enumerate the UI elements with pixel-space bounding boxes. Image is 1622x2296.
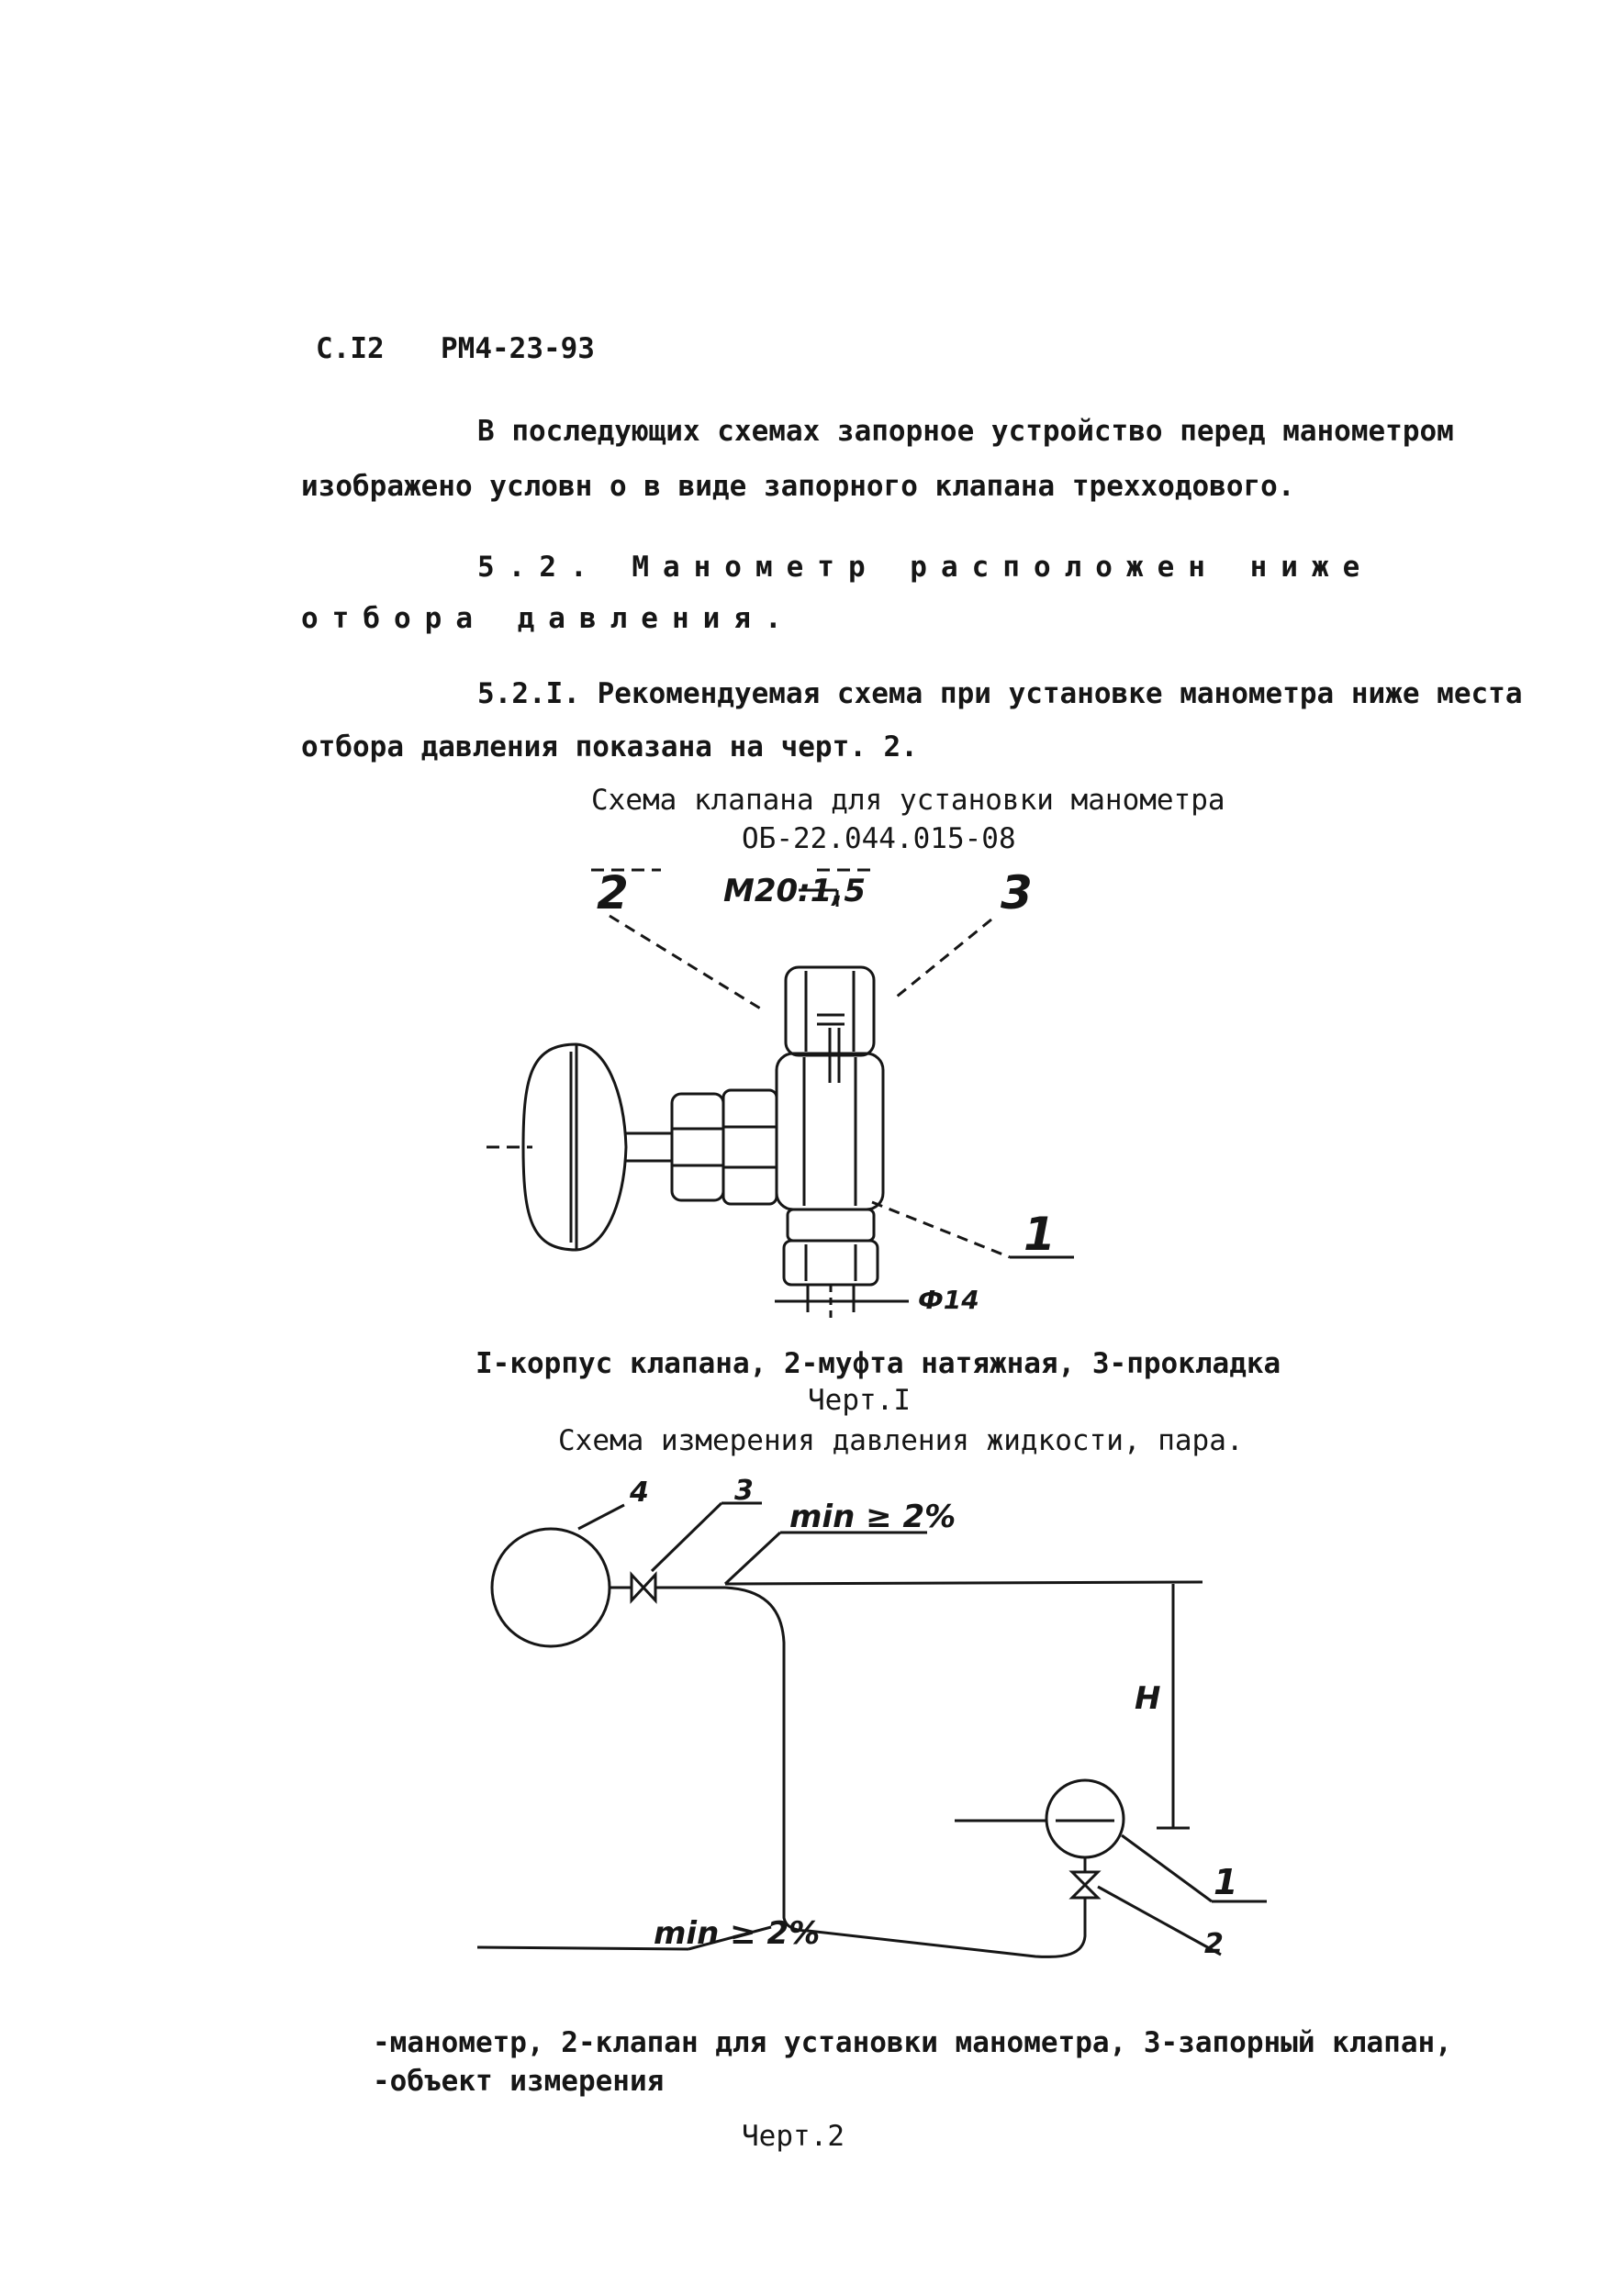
paragraph-2-line-1: 5.2.I. Рекомендуемая схема при установке манометра ниже места: [477, 677, 1523, 710]
page-label: С.I2: [316, 332, 385, 365]
callout-1-label: 1: [1214, 1862, 1238, 1902]
callout-3-label: 3: [1001, 866, 1033, 920]
section-heading-line-1: 5.2. Манометр расположен ниже: [477, 551, 1374, 584]
figure-1-reference: Черт.I: [808, 1384, 911, 1417]
callout-3-leader: [892, 920, 991, 1000]
thread-label: М20:1,5: [723, 873, 866, 909]
callout-4-label: 4: [630, 1477, 649, 1509]
figure-1-designation: ОБ-22.044.015-08: [742, 822, 1016, 855]
callout-2-label: 2: [1204, 1928, 1224, 1960]
diameter-label: Ф14: [918, 1285, 979, 1315]
callout-3-label: 3: [734, 1475, 754, 1507]
callout-2-leader: [610, 916, 762, 1009]
callout-1-leader: [872, 1202, 1010, 1257]
slope-top-label: min ≥ 2%: [789, 1499, 956, 1535]
figure-2-caption-line-2: -объект измерения: [373, 2065, 665, 2098]
figure-2-title: Схема измерения давления жидкости, пара.: [558, 1424, 1244, 1457]
figure-1-title: Схема клапана для установки манометра: [591, 784, 1225, 817]
figure-2-reference: Черт.2: [742, 2120, 845, 2153]
callout-1-label: 1: [1024, 1208, 1056, 1261]
valve-drawing: [496, 853, 1120, 1331]
figure-1-caption: I-корпус клапана, 2-муфта натяжная, 3-прокладка: [475, 1347, 1281, 1380]
callout-2-label: 2: [597, 866, 629, 920]
paragraph-1-line-2: изображено условн о в виде запорного клапана трехходового.: [301, 470, 1295, 503]
slope-bottom-label: min ≥ 2%: [654, 1915, 821, 1952]
section-heading-line-2: отбора давления.: [301, 602, 796, 635]
measured-object-circle: [492, 1529, 610, 1646]
pressure-gauge-circle: [1046, 1780, 1124, 1857]
paragraph-2-line-2: отбора давления показана на черт. 2.: [301, 730, 918, 763]
figure-2-caption-line-1: -манометр, 2-клапан для установки манометра, 3-запорный клапан,: [373, 2026, 1452, 2059]
height-label: Н: [1135, 1680, 1161, 1717]
gauge-valve-symbol: [1072, 1872, 1098, 1898]
measurement-scheme-drawing: [459, 1468, 1285, 1982]
paragraph-1-line-1: В последующих схемах запорное устройство перед манометром: [477, 415, 1454, 448]
document-code: РМ4-23-93: [441, 332, 595, 365]
shutoff-valve-symbol: [632, 1575, 655, 1600]
